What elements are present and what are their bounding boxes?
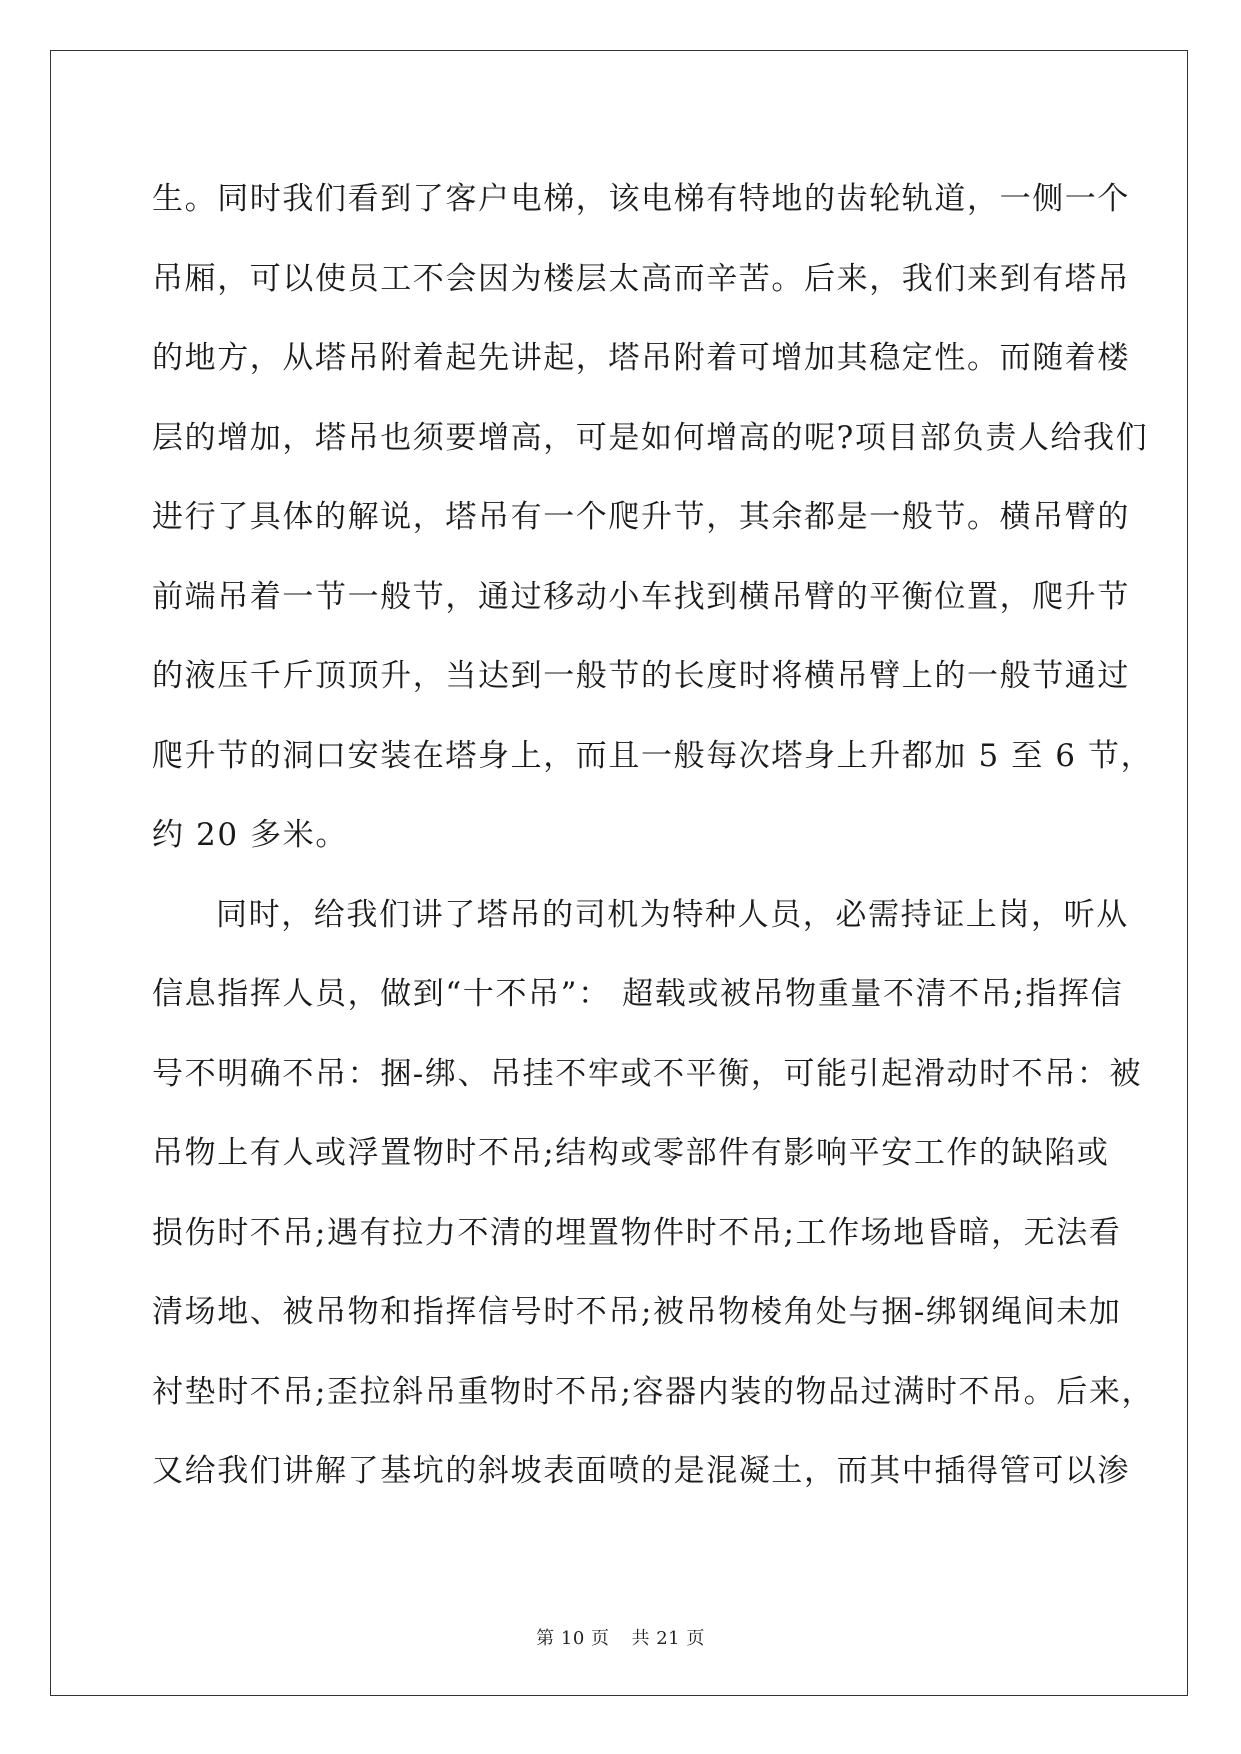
paragraph [152, 876, 1155, 1512]
text-line: 吊厢，可以使员工不会因为楼层太高而辛苦。后来，我们来到有塔吊 [152, 260, 1130, 297]
text-line: 清场地、被吊物和指挥信号时不吊;被吊物棱角处与捆-绑钢绳间未加 [152, 1294, 1122, 1330]
text-line: 约 20 多米。 [152, 817, 348, 853]
paragraph [152, 160, 1154, 876]
text-line: 进行了具体的解说，塔吊有一个爬升节，其余都是一般节。横吊臂的 [152, 499, 1130, 535]
text-line: 损伤时不吊;遇有拉力不清的埋置物件时不吊;工作场地昏暗，无法看 [152, 1214, 1122, 1251]
text-line: 生。同时我们看到了客户电梯，该电梯有特地的齿轮轨道，一侧一个 [152, 181, 1130, 217]
document-body [152, 160, 1155, 1512]
text-line: 前端吊着一节一般节，通过移动小车找到横吊臂的平衡位置，爬升节 [152, 578, 1130, 615]
page-footer [0, 1624, 1241, 1650]
text-line: 的地方，从塔吊附着起先讲起，塔吊附着可增加其稳定性。而随着楼 [152, 340, 1130, 376]
text-line: 号不明确不吊：捆-绑、吊挂不牢或不平衡，可能引起滑动时不吊：被 [152, 1055, 1143, 1092]
text-line: 爬升节的洞口安装在塔身上，而且一般每次塔身上升都加 5 至 6 节， [152, 737, 1154, 774]
page-total: 共 21 页 [631, 1628, 705, 1649]
text-line: 层的增加，塔吊也须要增高，可是如何增高的呢?项目部负责人给我们 [152, 419, 1149, 456]
text-line: 又给我们讲解了基坑的斜坡表面喷的是混凝土，而其中插得管可以渗 [152, 1453, 1130, 1489]
text-line: 同时，给我们讲了塔吊的司机为特种人员，必需持证上岗，听从 [216, 896, 1129, 933]
text-line: 信息指挥人员，做到“十不吊”： 超载或被吊物重量不清不吊;指挥信 [152, 976, 1124, 1012]
text-line: 的液压千斤顶顶升，当达到一般节的长度时将横吊臂上的一般节通过 [152, 658, 1130, 694]
text-line: 吊物上有人或浮置物时不吊;结构或零部件有影响平安工作的缺陷或 [152, 1135, 1110, 1171]
text-line: 衬垫时不吊;歪拉斜吊重物时不吊;容器内装的物品过满时不吊。后来， [152, 1373, 1155, 1410]
page-number: 第 10 页 [536, 1628, 610, 1649]
